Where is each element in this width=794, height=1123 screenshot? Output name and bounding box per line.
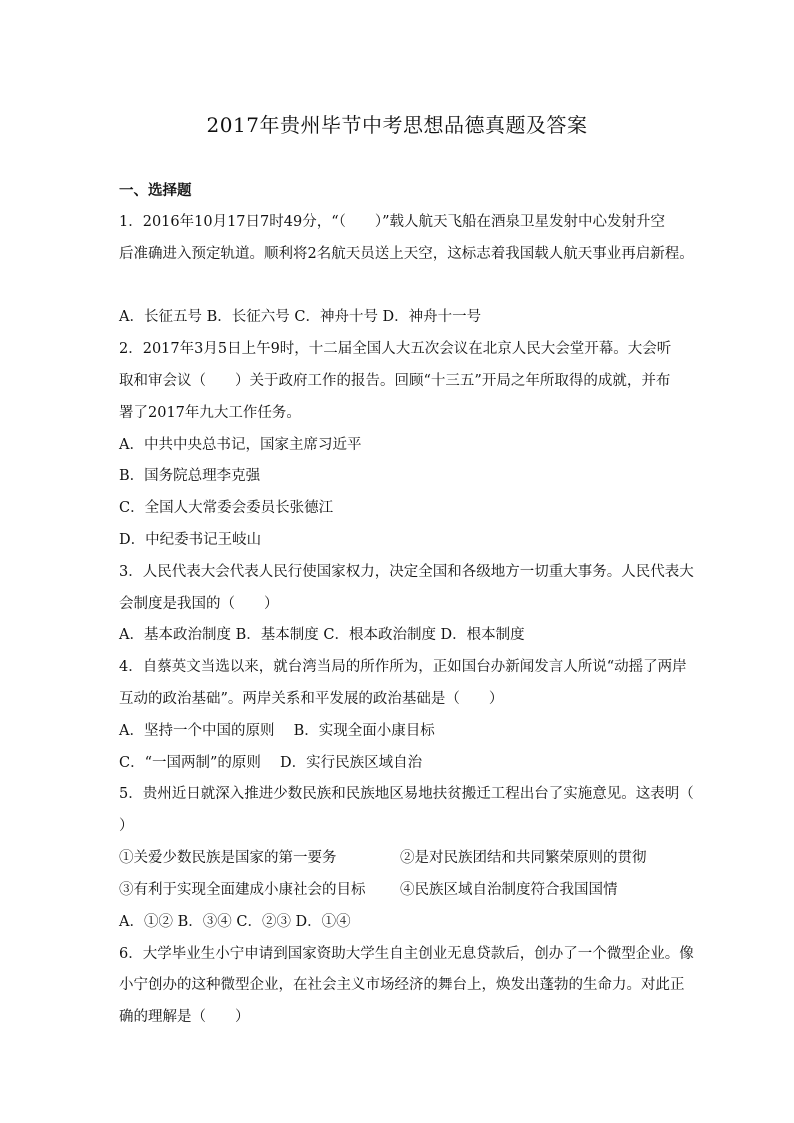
q2-stem-line1: 2．2017年3月5日上午9时，十二届全国人大五次会议在北京人民大会堂开幕。大会听 bbox=[119, 341, 672, 357]
q2-stem-line2: 取和审会议（ ）关于政府工作的报告。回顾“十三五”开局之年所取得的成就，并布 bbox=[119, 373, 671, 389]
q2-option-c: C．全国人大常委会委员长张德江 bbox=[119, 500, 334, 516]
q5-item-2: ②是对民族团结和共同繁荣原则的贯彻 bbox=[400, 850, 647, 866]
q4-stem-line2: 互动的政治基础”。两岸关系和平发展的政治基础是（ ） bbox=[119, 691, 504, 707]
document-title: 2017年贵州毕节中考思想品德真题及答案 bbox=[206, 113, 588, 137]
q1-stem-line1: 1．2016年10月17日7时49分，“（ ）”载人航天飞船在酒泉卫星发射中心发射升空 bbox=[119, 214, 666, 230]
q5-options: A．①② B．③④ C．②③ D．①④ bbox=[119, 914, 351, 930]
q5-stem-line1: 5．贵州近日就深入推进少数民族和民族地区易地扶贫搬迁工程出台了实施意见。这表明（ bbox=[119, 786, 694, 802]
q6-stem-line3: 确的理解是（ ） bbox=[119, 1009, 250, 1025]
q5-item-1: ①关爱少数民族是国家的第一要务 bbox=[119, 850, 337, 866]
section-heading: 一、选择题 bbox=[119, 182, 192, 199]
q1-stem-line2: 后准确进入预定轨道。顺利将2名航天员送上天空，这标志着我国载人航天事业再启新程。 bbox=[119, 246, 694, 262]
q6-stem-line1: 6．大学毕业生小宁申请到国家资助大学生自主创业无息贷款后，创办了一个微型企业。像 bbox=[119, 946, 694, 962]
q5-item-4: ④民族区域自治制度符合我国国情 bbox=[400, 882, 618, 898]
q3-stem-line1: 3．人民代表大会代表人民行使国家权力，决定全国和各级地方一切重大事务。人民代表大 bbox=[119, 564, 694, 580]
q2-option-b: B．国务院总理李克强 bbox=[119, 468, 261, 484]
q1-options: A．长征五号 B．长征六号 C．神舟十号 D．神舟十一号 bbox=[119, 309, 482, 325]
q4-stem-line1: 4．自蔡英文当选以来，就台湾当局的所作所为，正如国台办新闻发言人所说“动摇了两岸 bbox=[119, 659, 687, 675]
q5-stem-line2: ） bbox=[119, 818, 134, 834]
q2-stem-line3: 署了2017年九大工作任务。 bbox=[119, 405, 301, 421]
q4-options-line1: A．坚持一个中国的原则 B．实现全面小康目标 bbox=[119, 723, 435, 739]
q5-item-3: ③有利于实现全面建成小康社会的目标 bbox=[119, 882, 366, 898]
q2-option-d: D．中纪委书记王岐山 bbox=[119, 532, 262, 548]
q3-stem-line2: 会制度是我国的（ ） bbox=[119, 596, 279, 612]
q6-stem-line2: 小宁创办的这种微型企业，在社会主义市场经济的舞台上，焕发出蓬勃的生命力。对此正 bbox=[119, 977, 685, 993]
q2-option-a: A．中共中央总书记，国家主席习近平 bbox=[119, 437, 362, 453]
q3-options: A．基本政治制度 B．基本制度 C．根本政治制度 D．根本制度 bbox=[119, 627, 525, 643]
q4-options-line2: C．“一国两制”的原则 D．实行民族区域自治 bbox=[119, 755, 423, 771]
